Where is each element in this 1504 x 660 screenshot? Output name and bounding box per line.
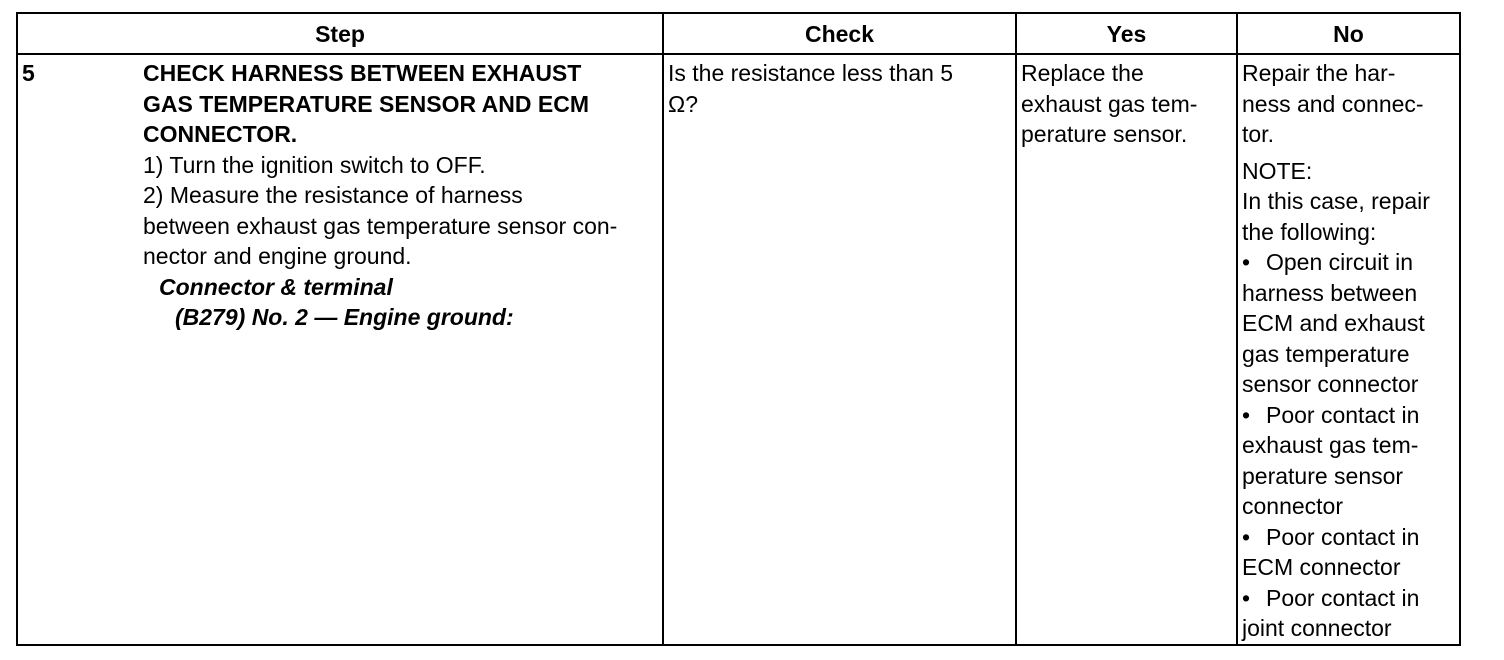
bullet-first-line xyxy=(1242,247,1455,278)
bullet-line: gas temperature xyxy=(1242,340,1410,367)
no-line: tor. xyxy=(1242,121,1274,147)
check-cell xyxy=(663,54,1016,645)
yes-line: Replace the xyxy=(1021,60,1144,86)
bullet-item xyxy=(1242,400,1455,522)
check-line: Ω? xyxy=(668,90,698,117)
note-intro-line: the following: xyxy=(1242,218,1377,245)
diagnostic-table xyxy=(16,12,1461,646)
bullet-line: sensor connector xyxy=(1242,371,1419,397)
bullet-line: ECM connector xyxy=(1242,554,1401,580)
instruction-line: 2) Measure the resistance of harness xyxy=(143,182,523,208)
bullet-line: exhaust gas tem- xyxy=(1242,432,1419,458)
bullet-icon: • xyxy=(1242,584,1251,611)
instruction-line: 1) Turn the ignition switch to OFF. xyxy=(143,151,486,178)
step-cell xyxy=(17,54,663,645)
check-text xyxy=(668,58,1011,119)
bullet-line: joint connector xyxy=(1242,615,1392,641)
bullet-line: Poor contact in xyxy=(1266,523,1420,550)
table-row xyxy=(17,54,1460,645)
instruction-line: nector and engine ground. xyxy=(143,243,412,269)
bullet-icon: • xyxy=(1242,401,1251,428)
bullet-first-line xyxy=(1242,583,1455,614)
no-line: Repair the har- xyxy=(1242,60,1396,86)
step-heading xyxy=(143,58,658,150)
bullet-item xyxy=(1242,522,1455,583)
bullet-item xyxy=(1242,583,1455,644)
note-label: NOTE: xyxy=(1242,157,1313,184)
bullet-line: Open circuit in xyxy=(1266,249,1414,275)
connector-label: Connector & terminal xyxy=(159,273,393,300)
bullet-icon: • xyxy=(1242,523,1251,550)
bullet-line: ECM and exhaust xyxy=(1242,310,1425,336)
no-cell xyxy=(1237,54,1460,645)
bullet-first-line xyxy=(1242,400,1455,431)
yes-line: perature sensor. xyxy=(1021,121,1188,147)
check-line: Is the resistance less than 5 xyxy=(668,60,954,86)
bullet-icon: • xyxy=(1242,249,1251,275)
yes-line: exhaust gas tem- xyxy=(1021,90,1198,117)
header-row xyxy=(17,13,1460,54)
bullet-line: Poor contact in xyxy=(1266,584,1420,611)
header-yes: Yes xyxy=(1016,13,1237,54)
header-no: No xyxy=(1237,13,1460,54)
no-text xyxy=(1242,58,1455,644)
instruction-line: between exhaust gas temperature sensor con- xyxy=(143,212,618,239)
note-intro-line: In this case, repair xyxy=(1242,188,1430,214)
step-number: 5 xyxy=(22,60,35,86)
step-heading-line: GAS TEMPERATURE SENSOR AND ECM xyxy=(143,90,589,117)
connector-spec: (B279) No. 2 — Engine ground: xyxy=(175,304,514,330)
bullet-line: harness between xyxy=(1242,279,1418,306)
step-heading-line: CHECK HARNESS BETWEEN EXHAUST xyxy=(143,60,582,86)
bullet-line: connector xyxy=(1242,493,1344,519)
yes-cell xyxy=(1016,54,1237,645)
bullet-item xyxy=(1242,247,1455,400)
no-line: ness and connec- xyxy=(1242,90,1424,117)
header-check: Check xyxy=(663,13,1016,54)
bullet-first-line xyxy=(1242,522,1455,553)
step-instructions xyxy=(143,150,658,272)
bullet-line: Poor contact in xyxy=(1266,401,1420,428)
yes-text xyxy=(1021,58,1232,150)
header-step: Step xyxy=(17,13,663,54)
bullet-line: perature sensor xyxy=(1242,462,1404,489)
step-heading-line: CONNECTOR. xyxy=(143,121,298,147)
step-body xyxy=(143,58,658,333)
